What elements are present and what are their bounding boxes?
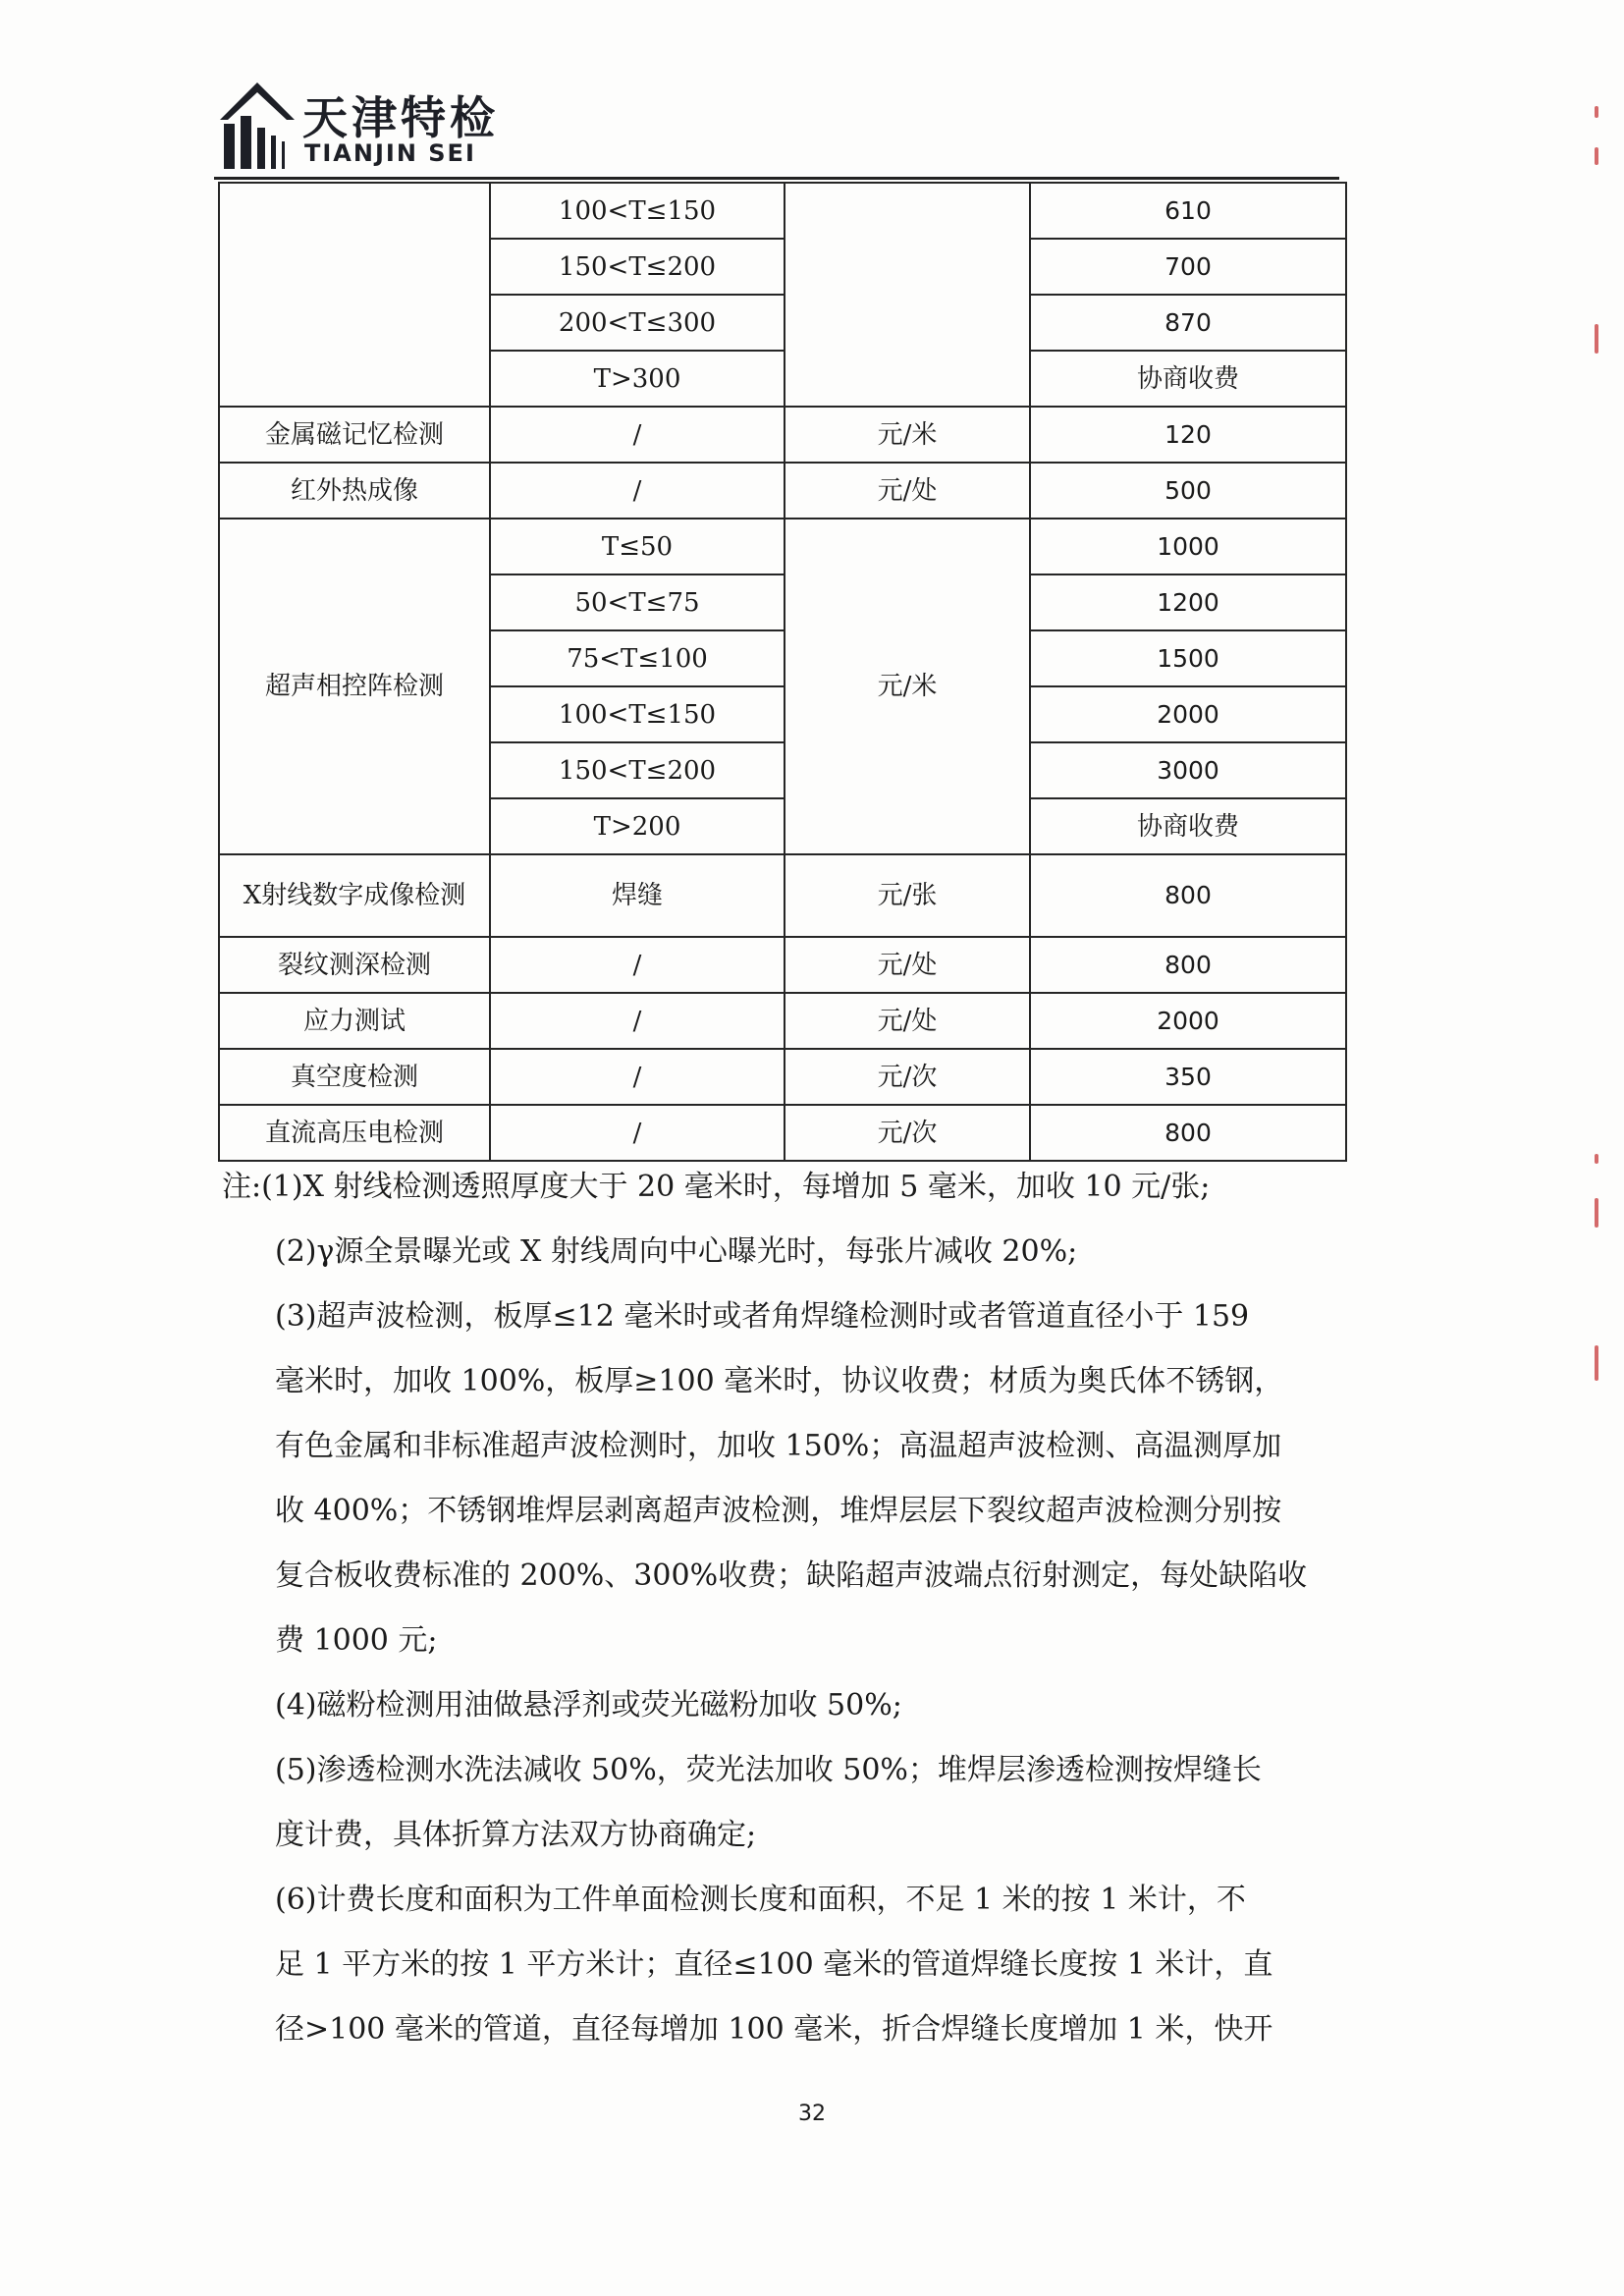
table-cell-spec: 焊缝 xyxy=(490,854,785,937)
table-cell-price: 700 xyxy=(1030,239,1346,295)
table-cell-unit: 元/处 xyxy=(785,937,1030,993)
note-3-line: 复合板收费标准的 200%、300%收费；缺陷超声波端点衍射测定，每处缺陷收 xyxy=(275,1558,1308,1593)
table-cell-spec: T≤50 xyxy=(490,519,785,574)
table-cell-spec: / xyxy=(490,463,785,519)
table-cell-price: 协商收费 xyxy=(1030,351,1346,407)
table-cell-unit xyxy=(785,183,1030,407)
table-row xyxy=(219,1105,1346,1161)
seal-edge-mark xyxy=(1595,324,1598,354)
table-cell-unit: 元/张 xyxy=(785,854,1030,937)
table-cell-unit: 元/处 xyxy=(785,993,1030,1049)
table-row xyxy=(219,407,1346,463)
note-3-line: 费 1000 元; xyxy=(275,1623,438,1658)
table-cell-price: 2000 xyxy=(1030,686,1346,742)
table-cell-unit: 元/处 xyxy=(785,463,1030,519)
table-cell-item: 真空度检测 xyxy=(219,1049,490,1105)
table-cell-price: 1200 xyxy=(1030,574,1346,630)
table-cell-unit: 元/次 xyxy=(785,1105,1030,1161)
seal-edge-mark xyxy=(1595,1154,1598,1164)
table-cell-price: 610 xyxy=(1030,183,1346,239)
seal-edge-mark xyxy=(1595,147,1598,165)
table-cell-item xyxy=(219,183,490,407)
logo-english-name: TIANJIN SEI xyxy=(304,139,476,167)
note-6-line: 足 1 平方米的按 1 平方米计；直径≤100 毫米的管道焊缝长度按 1 米计，直 xyxy=(275,1947,1273,1982)
header-divider xyxy=(214,177,1339,180)
table-cell-item: 裂纹测深检测 xyxy=(219,937,490,993)
table-cell-item: 金属磁记忆检测 xyxy=(219,407,490,463)
fee-table xyxy=(218,182,1347,1162)
table-cell-item: 红外热成像 xyxy=(219,463,490,519)
table-cell-price: 800 xyxy=(1030,937,1346,993)
table-cell-price: 1000 xyxy=(1030,519,1346,574)
table-cell-spec: / xyxy=(490,1105,785,1161)
table-cell-item: 应力测试 xyxy=(219,993,490,1049)
table-row xyxy=(219,854,1346,937)
table-cell-spec: T>200 xyxy=(490,798,785,854)
table-cell-price: 协商收费 xyxy=(1030,798,1346,854)
table-cell-spec: / xyxy=(490,1049,785,1105)
logo-chinese-name: 天津特检 xyxy=(302,91,499,144)
seal-edge-mark xyxy=(1595,1198,1598,1228)
table-cell-price: 500 xyxy=(1030,463,1346,519)
note-1: 注:(1)X 射线检测透照厚度大于 20 毫米时，每增加 5 毫米，加收 10 元/张; xyxy=(222,1170,1211,1204)
table-cell-spec: 150<T≤200 xyxy=(490,239,785,295)
table-cell-spec: 50<T≤75 xyxy=(490,574,785,630)
table-cell-spec: 100<T≤150 xyxy=(490,686,785,742)
note-3-line: 有色金属和非标准超声波检测时，加收 150%；高温超声波检测、高温测厚加 xyxy=(275,1429,1282,1463)
table-cell-spec: 100<T≤150 xyxy=(490,183,785,239)
table-cell-price: 800 xyxy=(1030,1105,1346,1161)
table-cell-price: 3000 xyxy=(1030,742,1346,798)
table-cell-item: X射线数字成像检测 xyxy=(219,854,490,937)
table-cell-price: 870 xyxy=(1030,295,1346,351)
notes-section xyxy=(222,1155,1371,2062)
table-row xyxy=(219,183,1346,239)
table-cell-item: 超声相控阵检测 xyxy=(219,519,490,854)
table-cell-spec: 200<T≤300 xyxy=(490,295,785,351)
note-3-line: (3)超声波检测，板厚≤12 毫米时或者角焊缝检测时或者管道直径小于 159 xyxy=(275,1299,1250,1334)
table-cell-unit: 元/米 xyxy=(785,407,1030,463)
table-row xyxy=(219,463,1346,519)
table-cell-price: 350 xyxy=(1030,1049,1346,1105)
seal-edge-mark xyxy=(1595,1345,1598,1381)
table-cell-unit: 元/米 xyxy=(785,519,1030,854)
table-cell-spec: / xyxy=(490,937,785,993)
note-5-line: (5)渗透检测水洗法减收 50%，荧光法加收 50%；堆焊层渗透检测按焊缝长 xyxy=(275,1753,1262,1787)
note-6-line: 径>100 毫米的管道，直径每增加 100 毫米，折合焊缝长度增加 1 米，快开 xyxy=(275,2012,1273,2047)
note-3-line: 毫米时，加收 100%，板厚≥100 毫米时，协议收费；材质为奥氏体不锈钢， xyxy=(275,1364,1284,1398)
table-cell-spec: 150<T≤200 xyxy=(490,742,785,798)
table-cell-item: 直流高压电检测 xyxy=(219,1105,490,1161)
note-3-line: 收 400%；不锈钢堆焊层剥离超声波检测，堆焊层层下裂纹超声波检测分别按 xyxy=(275,1494,1282,1528)
company-logo xyxy=(218,81,513,179)
seal-edge-mark xyxy=(1595,106,1598,118)
note-6-line: (6)计费长度和面积为工件单面检测长度和面积，不足 1 米的按 1 米计，不 xyxy=(275,1883,1246,1917)
table-cell-spec: / xyxy=(490,993,785,1049)
table-row xyxy=(219,937,1346,993)
note-5-line: 度计费，具体折算方法双方协商确定; xyxy=(275,1818,757,1852)
table-row xyxy=(219,1049,1346,1105)
table-cell-price: 120 xyxy=(1030,407,1346,463)
page-number: 32 xyxy=(798,2102,826,2126)
table-cell-spec: 75<T≤100 xyxy=(490,630,785,686)
table-cell-unit: 元/次 xyxy=(785,1049,1030,1105)
table-cell-price: 800 xyxy=(1030,854,1346,937)
table-cell-spec: / xyxy=(490,407,785,463)
logo-mark-icon xyxy=(218,81,297,171)
note-4: (4)磁粉检测用油做悬浮剂或荧光磁粉加收 50%; xyxy=(275,1688,902,1722)
table-row xyxy=(219,993,1346,1049)
table-cell-spec: T>300 xyxy=(490,351,785,407)
table-row xyxy=(219,519,1346,574)
table-cell-price: 2000 xyxy=(1030,993,1346,1049)
note-2: (2)γ源全景曝光或 X 射线周向中心曝光时，每张片减收 20%; xyxy=(275,1234,1078,1269)
table-cell-price: 1500 xyxy=(1030,630,1346,686)
